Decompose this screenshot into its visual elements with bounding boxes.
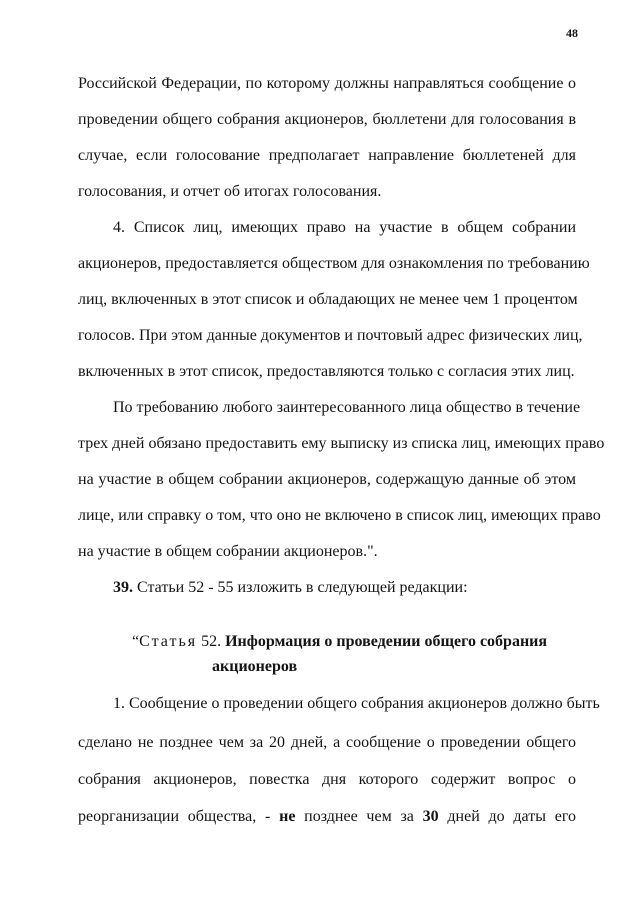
body-text-line: Российской Федерации, по которому должны направляться сообщение о (78, 75, 576, 92)
body-text-line: на участие в общем собрании акционеров, содержащую данные об этом (78, 471, 576, 488)
text-segment-bold: 30 (422, 808, 439, 825)
body-text-line: лиц, включенных в этот список и обладающих не менее чем 1 процентом (78, 291, 578, 308)
body-text-line: голосов. При этом данные документов и почтовый адрес физических лиц, (78, 327, 583, 344)
body-text-line: 4. Список лиц, имеющих право на участие в общем собрании (113, 219, 576, 236)
amendment-line (113, 578, 576, 598)
body-text-line: акционеров, предоставляется обществом для ознакомления по требованию (78, 255, 590, 272)
text-segment: дней до даты его (438, 808, 577, 825)
body-text-line: По требованию любого заинтересованного лица общество в течение (113, 399, 581, 416)
article-title: Информация о проведении общего собрания (225, 633, 548, 650)
body-text-line: сделано не позднее чем за 20 дней, а сообщение о проведении общего (78, 734, 576, 751)
text-segment-bold: не (279, 808, 296, 825)
body-text-line: случае, если голосование предполагает направление бюллетеней для (78, 147, 576, 164)
body-text-line: лице, или справку о том, что оно не включено в список лиц, имеющих право (78, 507, 601, 524)
page-number: 48 (566, 26, 578, 40)
body-text-line: включенных в этот список, предоставляются только с согласия этих лиц. (78, 363, 575, 380)
text-segment: позднее чем за (295, 808, 423, 825)
body-text-line: на участие в общем собрании акционеров.". (78, 543, 378, 560)
article-quote: “ (132, 633, 140, 650)
article-label: Статья (139, 633, 198, 650)
amendment-text: Статьи 52 - 55 изложить в следующей редакции: (133, 579, 468, 596)
body-text-line-last (78, 807, 576, 827)
body-text-line: голосования, и отчет об итогах голосования. (78, 183, 382, 200)
article-heading (132, 632, 576, 652)
text-segment: реорганизации общества, - (78, 808, 280, 825)
body-text-line: 1. Сообщение о проведении общего собрания акционеров должно быть (113, 695, 600, 712)
amendment-number: 39. (113, 579, 133, 596)
body-text-line: проведении общего собрания акционеров, бюллетени для голосования в (78, 111, 576, 128)
body-text-line: собрания акционеров, повестка дня которого содержит вопрос о (78, 771, 576, 788)
body-text-line: трех дней обязано предоставить ему выписку из списка лиц, имеющих право (78, 435, 605, 452)
article-number: 52. (197, 633, 226, 650)
article-title-continued: акционеров (212, 658, 298, 675)
